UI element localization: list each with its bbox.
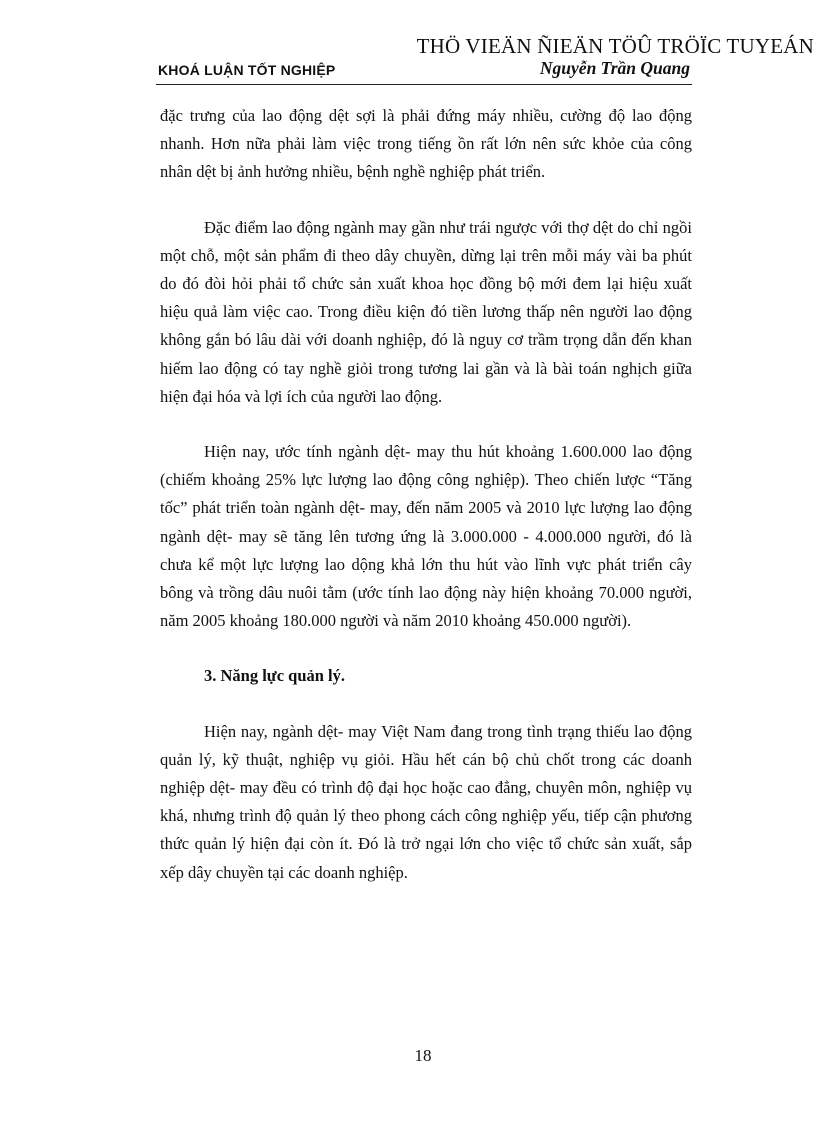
paragraph-labor-estimate: Hiện nay, ước tính ngành dệt- may thu hút khoảng 1.600.000 lao động (chiếm khoảng 25% lực lượng lao động công nghiệp). Theo chiến lược “Tăng tốc” phát triển toàn ngành dệt- may, đến năm 2005 và 2010 lực lượng lao động ngành dệt- may sẽ tăng lên tương ứng là 3.000.000 - 4.000.000 người, đó là chưa kể một lực lượng lao dộng khả lớn thu hút vào lĩnh vực phát triển cây bông và trồng dâu nuôi tằm (ước tính lao động này hiện khoảng 70.000 người, năm 2005 khoảng 180.000 người và năm 2010 khoảng 450.000 người). <box>160 442 692 631</box>
site-watermark: THÖ VIEÄN ÑIEÄN TÖÛ TRÖÏC TUYEÁN <box>416 34 814 58</box>
author-name-header: Nguyễn Trần Quang <box>539 58 690 78</box>
thesis-title-header: KHOÁ LUẬN TỐT NGHIỆP <box>158 62 336 78</box>
paragraph-management: Hiện nay, ngành dệt- may Việt Nam đang trong tình trạng thiếu lao động quản lý, kỹ thuật, nghiệp vụ giỏi. Hầu hết cán bộ chủ chốt trong các doanh nghiệp dệt- may đều có trình độ đại học hoặc cao đẳng, chuyên môn, nghiệp vụ khá, nhưng trình độ quản lý theo phong cách công nghiệp yếu, tiếp cận phương thức quản lý hiện đại còn ít. Đó là trở ngại lớn cho việc tổ chức sản xuất, sắp xếp dây chuyền tại các doanh nghiệp. <box>160 721 692 882</box>
header-divider <box>156 84 692 85</box>
page-number: 18 <box>414 1046 432 1065</box>
section-heading: 3. Năng lực quản lý. <box>204 666 346 686</box>
paragraph-sewing-labor: Đặc điểm lao động ngành may gần như trái ngược với thợ dệt do chỉ ngồi một chỗ, một sản phẩm đi theo dây chuyền, dừng lại trên mỗi máy vài ba phút do đó đòi hỏi phải tổ chức sản xuất khoa học đồng bộ mới đem lại hiệu xuất hiệu quả làm việc cao. Trong điều kiện đó tiền lương thấp nên người lao động không gắn bó lâu dài với doanh nghiệp, đó là nguy cơ trầm trọng dẫn đến khan hiếm lao động có tay nghề giỏi trong tương lai gần và là bài toán nghịch giữa hiện đại hóa và lợi ích của người lao động. <box>160 217 692 406</box>
document-body <box>160 102 692 914</box>
paragraph-continuation: đặc trưng của lao động dệt sợi là phải đứng máy nhiều, cường độ lao động nhanh. Hơn nữa phải làm việc trong tiếng ồn rất lớn nên sức khỏe của công nhân dệt bị ảnh hưởng nhiều, bệnh nghề nghiệp phát triển. <box>160 106 692 182</box>
